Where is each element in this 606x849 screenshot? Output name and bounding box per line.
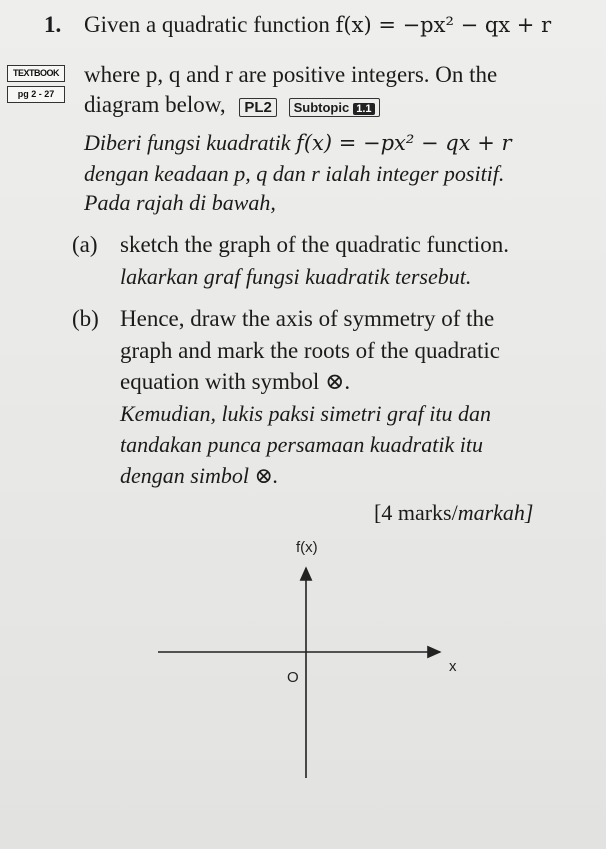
part-a-english: sketch the graph of the quadratic function. [120,232,509,257]
function-malay: f(x) = −px² − qx + r [296,131,512,155]
pl-level-badge: PL2 [239,98,277,117]
malay-line-3: Pada rajah di bawah, [84,190,276,215]
part-b-english-1: Hence, draw the axis of symmetry of the [120,306,495,331]
diagram-below-text: diagram below, [84,92,226,117]
part-a-label: (a) [72,232,98,257]
part-b-label: (b) [72,306,99,331]
part-b-english-2: graph and mark the roots of the quadratic [120,338,501,363]
marks-english: [4 marks/ [374,500,458,525]
page-reference-tag: pg 2 - 27 [7,86,65,103]
subtopic-number: 1.1 [353,103,374,115]
subtopic-label: Subtopic [293,100,350,115]
malay-intro: Diberi fungsi kuadratik [84,130,291,155]
function-english: f(x) = −px² − qx + r [335,13,552,37]
part-b-malay-1: Kemudian, lukis paksi simetri graf itu dan [120,401,491,426]
textbook-tag: TEXTBOOK [7,65,65,82]
question-number: 1. [44,12,62,37]
part-b-malay-3: dengan simbol ⊗. [120,463,279,488]
origin-label: O [287,669,299,686]
question-line-2: where p, q and r are positive integers. On the [84,62,498,87]
malay-line-2: dengan keadaan p, q dan r ialah integer positif. [84,161,505,186]
question-intro: Given a quadratic function [84,12,330,37]
part-b-malay-2: tandakan punca persamaan kuadratik itu [120,432,483,457]
part-b-english-3: equation with symbol ⊗. [120,369,351,394]
part-a-malay: lakarkan graf fungsi kuadratik tersebut. [120,264,472,289]
marks-malay: markah] [457,500,534,525]
y-axis-label: f(x) [296,539,318,556]
x-axis-label: x [449,658,457,675]
